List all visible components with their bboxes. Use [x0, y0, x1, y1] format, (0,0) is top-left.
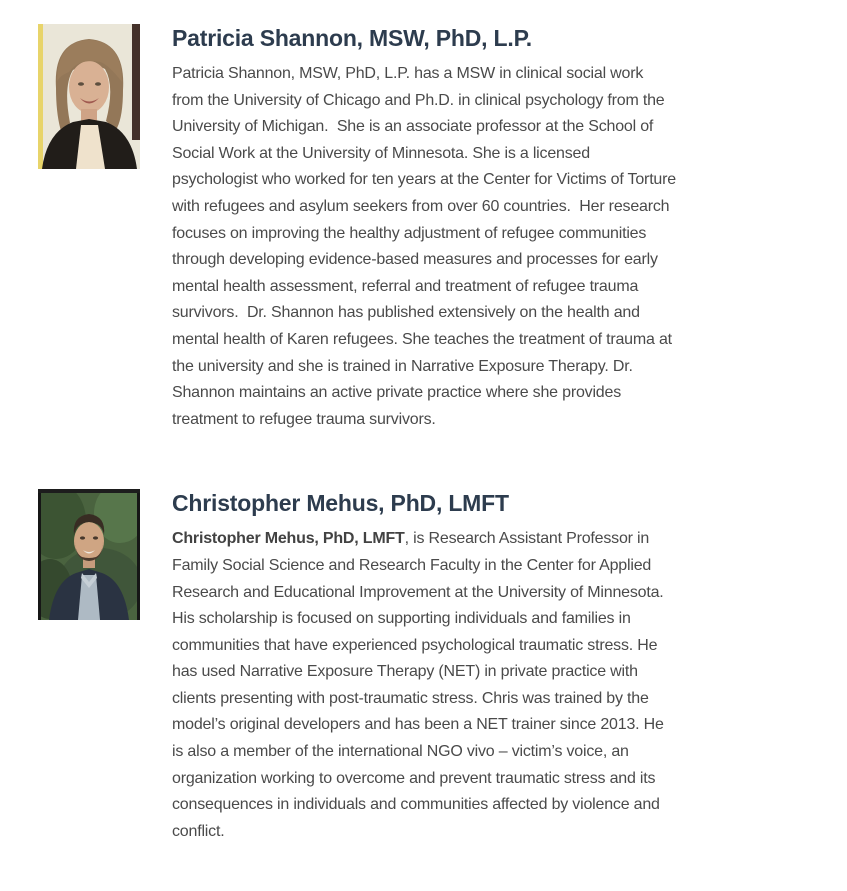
bio-text-column — [172, 24, 681, 433]
profile-bio — [172, 526, 677, 845]
profile-patricia-shannon — [0, 0, 847, 433]
profile-bio-body: , is Research Assistant Professor in Family Social Science and Research Faculty in the Center for Applied Research and Educational Improvement at the University of Minnesota. His scholarship is focused on supporting individuals and families in communities that have experienced psychological traumatic stress. He has used Narrative Exposure Therapy (NET) in private practice with clients presenting with post-traumatic stress. Chris was trained by the model’s original developers and has been a NET trainer since 2013. He is also a member of the international NGO vivo – victim’s voice, an organization working to overcome and prevent traumatic stress and its consequences in individuals and communities affected by violence and conflict. — [172, 530, 668, 840]
photo-column — [38, 489, 140, 620]
profile-name-heading: Christopher Mehus, PhD, LMFT — [172, 490, 509, 517]
patricia-shannon-photo — [38, 24, 140, 169]
profile-name-heading: Patricia Shannon, MSW, PhD, L.P. — [172, 25, 532, 51]
bio-text-column — [172, 489, 677, 845]
profile-christopher-mehus — [0, 489, 847, 845]
profile-bio-bold-lead: Christopher Mehus, PhD, LMFT — [172, 530, 405, 548]
photo-column — [38, 24, 140, 169]
profile-bio: Patricia Shannon, MSW, PhD, L.P. has a MSW in clinical social work from the University of Chicago and Ph.D. in clinical psychology from the University of Michigan. She is an associate professor at the School of Social Work at the University of Minnesota. She is a licensed psychologist who worked for ten years at the Center for Victims of Torture with refugees and asylum seekers from over 60 countries. Her research focuses on improving the healthy adjustment of refugee communities through developing evidence-based measures and processes for early mental health assessment, referral and treatment of refugee trauma survivors. Dr. Shannon has published extensively on the health and mental health of Karen refugees. She teaches the treatment of trauma at the university and she is trained in Narrative Exposure Therapy. Dr. Shannon maintains an active private practice where she provides treatment to refugee trauma survivors. — [172, 65, 681, 428]
christopher-mehus-photo — [38, 489, 140, 620]
